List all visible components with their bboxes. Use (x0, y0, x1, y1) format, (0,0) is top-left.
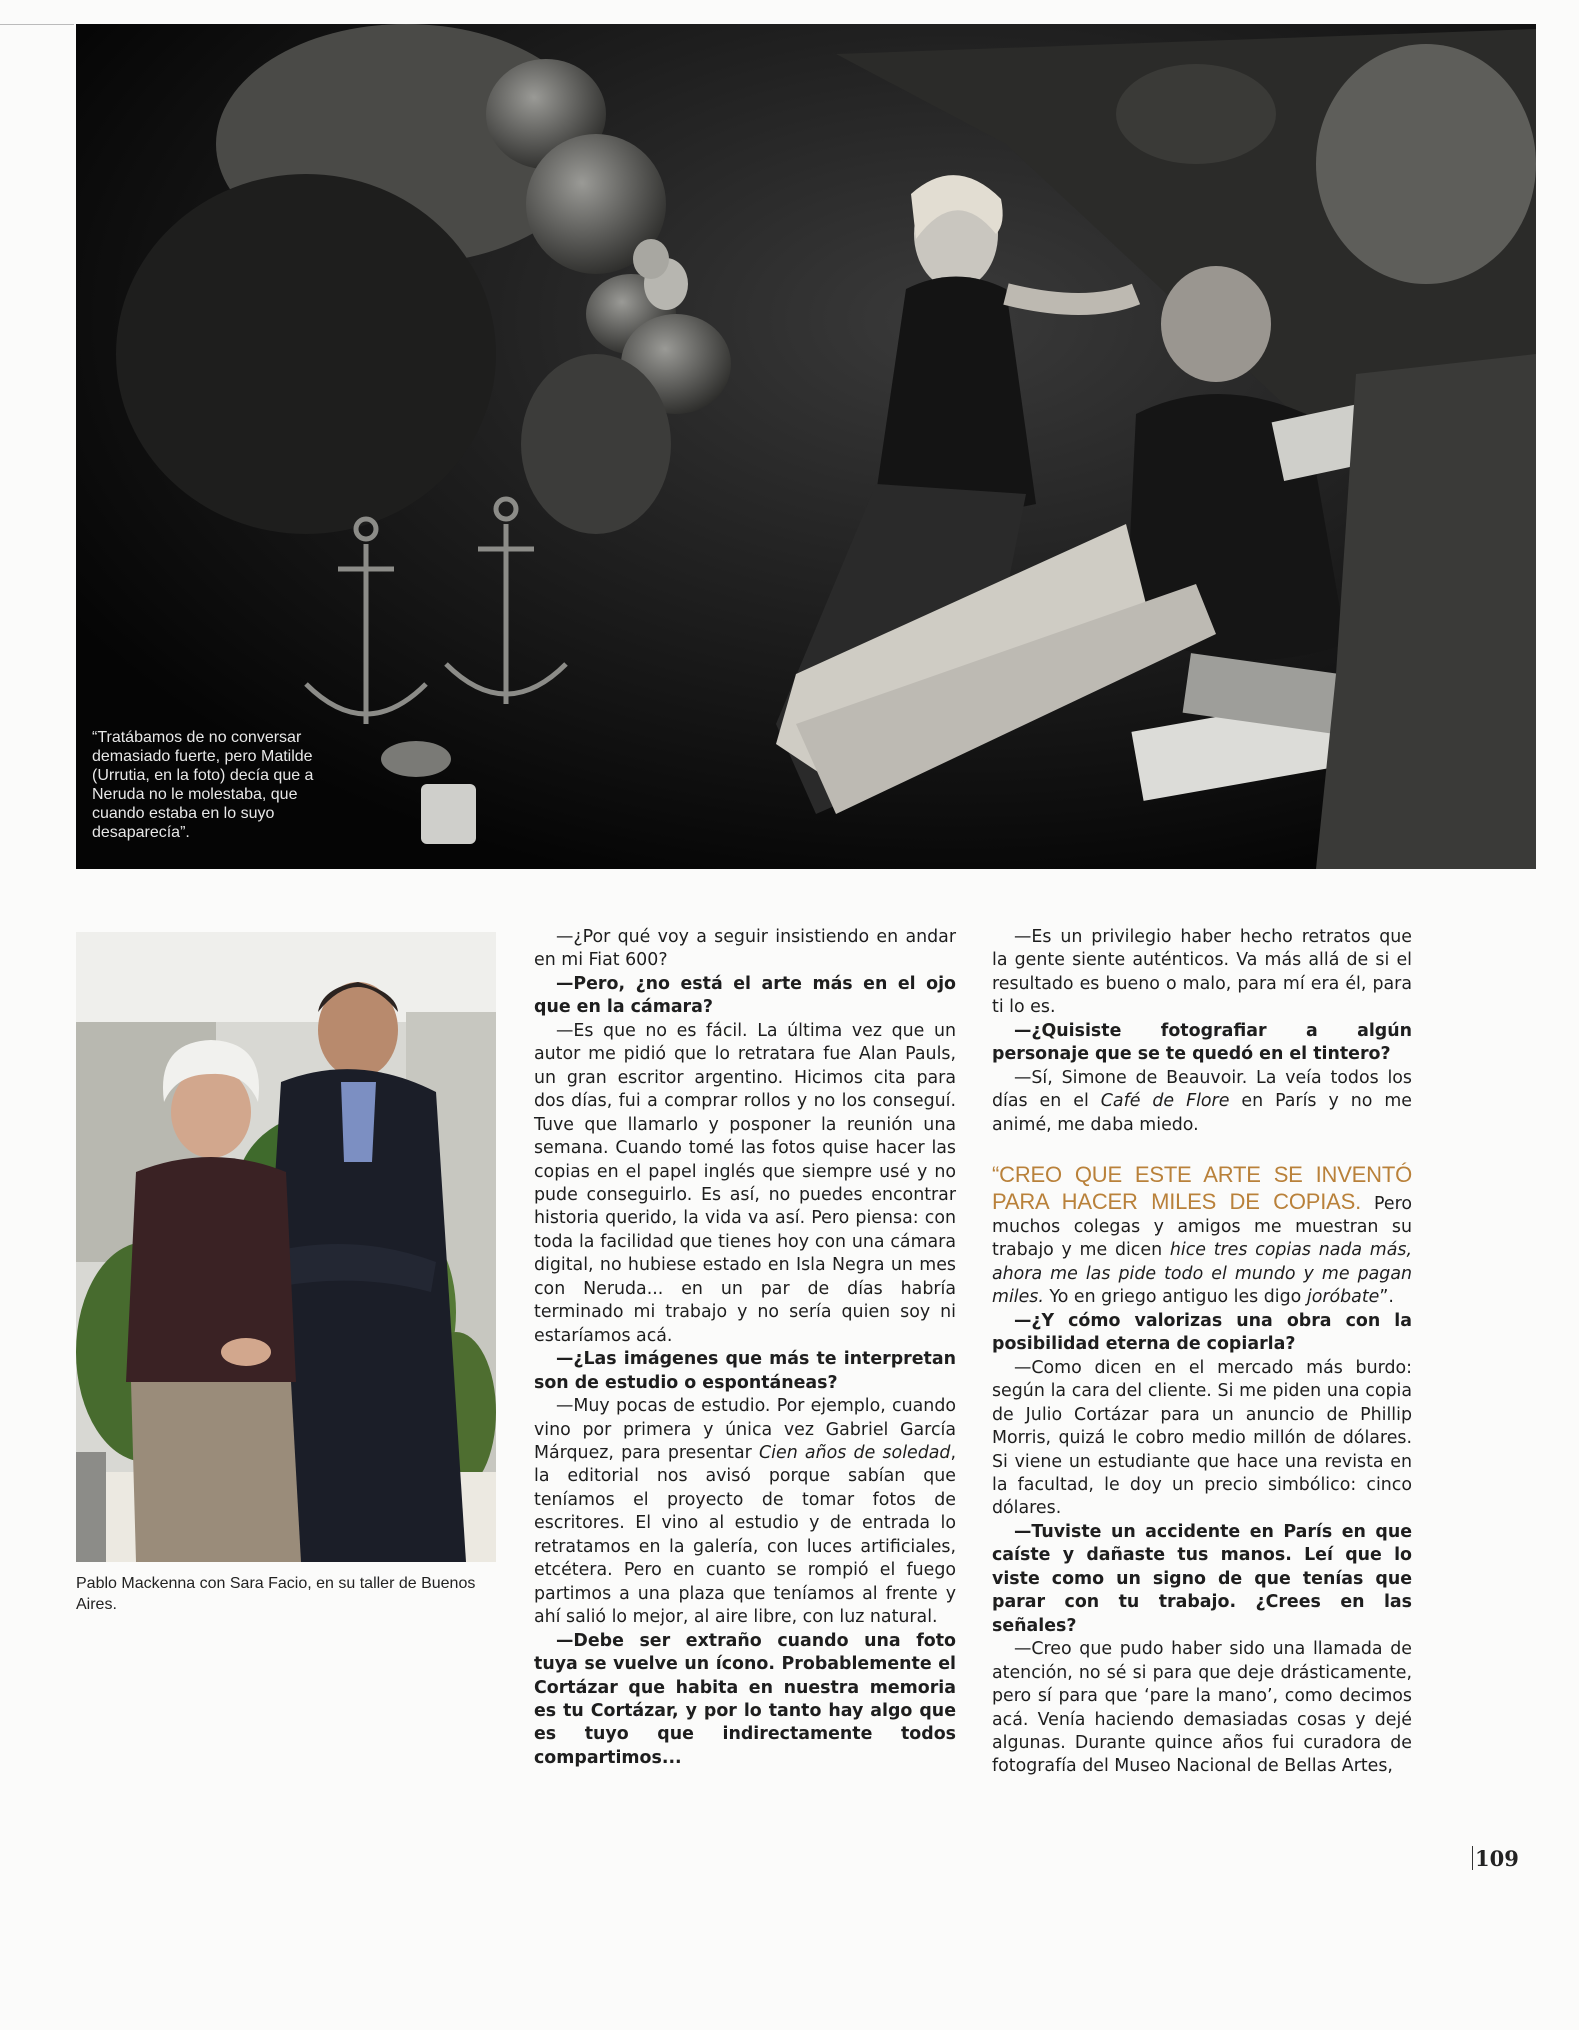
main-photo-caption: “Tratábamos de no conversar demasiado fuerte, pero Matilde (Urrutia, en la foto) decía que a Neruda no le molestaba, que cuando estaba en lo suyo desaparecía”. (92, 729, 314, 841)
main-photo (76, 24, 1536, 869)
interview-question: —Pero, ¿no está el arte más en el ojo que en la cámara? (534, 973, 956, 1018)
paragraph: —Creo que pudo haber sido una llamada de atención, no sé si para que deje drásticamente, pero sí para que ‘pare la mano’, como decimos acá. Venía haciendo demasiadas cosas y dejé algunas. Durante quince años fui curadora de fotografía del Museo Nacional de Bellas Artes, (992, 1639, 1412, 1777)
small-photo-illustration (76, 932, 496, 1562)
article-column-2 (992, 926, 1412, 1779)
pullquote-heading: “CREO QUE ESTE ARTE SE INVENTÓ PARA HACER MILES DE COPIAS. (992, 1162, 1412, 1214)
article-column-1 (534, 926, 956, 1770)
paragraph: —¿Por qué voy a seguir insistiendo en andar en mi Fiat 600? (534, 927, 956, 971)
book-title: Cien años de soledad (759, 1442, 951, 1463)
interview-question: —¿Y cómo valorizas una obra con la posibilidad eterna de copiarla? (992, 1310, 1412, 1355)
interview-question: —¿Quisiste fotografiar a algún personaje que se te quedó en el tintero? (992, 1020, 1412, 1065)
interview-question: —Debe ser extraño cuando una foto tuya se vuelve un ícono. Probablemente el Cortázar que habita en nuestra memoria es tu Cortázar, y por lo tanto hay algo que es tuyo que indirectamente todos compartimos... (534, 1630, 956, 1768)
pullquote-paragraph: “CREO QUE ESTE ARTE SE INVENTÓ PARA HACER MILES DE COPIAS. Pero muchos colegas y amigos me muestran su trabajo y me dicen hice tres copias nada más, ahora me las pide todo el mundo y me pagan miles. Yo en griego antiguo les digo joróbate”. (992, 1162, 1412, 1308)
small-photo-caption: Pablo Mackenna con Sara Facio, en su taller de Buenos Aires. (76, 1575, 476, 1613)
top-rule (0, 24, 74, 25)
paragraph: —Muy pocas de estudio. Por ejemplo, cuando vino por primera y única vez Gabriel García Márquez, para presentar Cien años de soledad, la editorial nos avisó porque sabían que teníamos el proyecto de tomar fotos de escritores. El vino al estudio y de entrada lo retratamos en la galería, con luces artificiales, etcétera. Pero en cuanto se rompió el fuego partimos a una plaza que teníamos al frente y ahí salió lo mejor, al aire libre, con luz natural. (534, 1396, 956, 1628)
paragraph: —Es que no es fácil. La última vez que un autor me pidió que lo retratara fue Alan Pauls, un gran escritor argentino. Hicimos cita para dos días, fui a comprar rollos y no los conseguí. Tuve que llamarlo y posponer la reunión una semana. Cuando tomé las fotos quise hacer las copias en el papel inglés que siempre usé y no pude conseguirlo. Es así, no puedes encontrar historia querido, la vida va así. Pero piensa: con toda la facilidad que tienes hoy con una cámara digital, no hubiese estado en Isla Negra un mes con Neruda... en un par de días habría terminado mi trabajo y no sería quien soy ni estaríamos acá. (534, 1020, 956, 1346)
small-photo (76, 932, 496, 1562)
interview-question: —¿Las imágenes que más te interpretan son de estudio o espontáneas? (534, 1349, 956, 1393)
interview-question: —Tuviste un accidente en París en que caíste y dañaste tus manos. Leí que lo viste como un signo de que tenías que parar con tu trabajo. ¿Crees en las señales? (992, 1521, 1412, 1636)
place-name: Café de Flore (1100, 1091, 1230, 1112)
paragraph: —Como dicen en el mercado más burdo: según la cara del cliente. Si me piden una copia de Julio Cortázar para un anuncio de Phillip Morris, quizá le cobro medio millón de dólares. Si viene un estudiante que hace una revista en la facultad, le doy un precio simbólico: cinco dólares. (992, 1357, 1412, 1519)
folio-rule (1472, 1846, 1473, 1870)
page-number: 109 (1472, 1846, 1519, 1871)
paragraph: —Sí, Simone de Beauvoir. La veía todos los días en el Café de Flore en París y no me animé, me daba miedo. (992, 1067, 1412, 1135)
paragraph: —Es un privilegio haber hecho retratos que la gente siente auténticos. Va más allá de si el resultado es bueno o malo, para mí era él, para ti lo es. (992, 927, 1412, 1018)
